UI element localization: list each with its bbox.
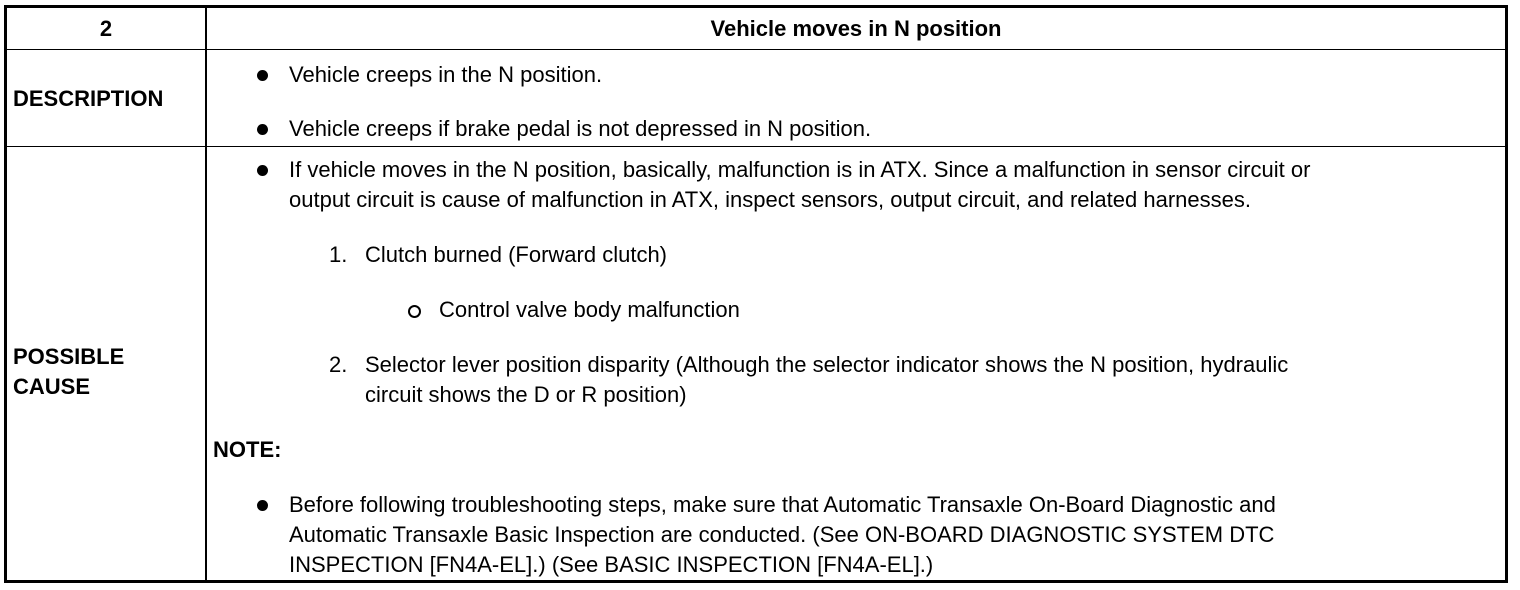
cause-intro-line1: If vehicle moves in the N position, basically, malfunction is in ATX. Since a malfunction in sensor circuit or	[289, 157, 1311, 182]
note-line3: INSPECTION [FN4A-EL].) (See BASIC INSPECTION [FN4A-EL].)	[289, 552, 934, 577]
description-label-cell	[7, 50, 205, 146]
bullet-icon	[257, 500, 268, 511]
item-2-text-line2: circuit shows the D or R position)	[365, 382, 687, 407]
item-2-number: 2.	[329, 352, 348, 377]
note-line2: Automatic Transaxle Basic Inspection are conducted. (See ON-BOARD DIAGNOSTIC SYSTEM DTC	[289, 522, 1275, 547]
troubleshooting-table	[4, 5, 1508, 583]
step-number-cell	[7, 8, 205, 49]
bullet-icon	[257, 70, 268, 81]
table-title: Vehicle moves in N position	[710, 15, 1002, 41]
item-1-sub-item: Control valve body malfunction	[439, 297, 740, 322]
item-2-text-line1: Selector lever position disparity (Although the selector indicator shows the N position, hydraulic	[365, 352, 1289, 377]
description-label: DESCRIPTION	[13, 86, 164, 111]
table-header-row	[7, 8, 1505, 50]
item-1-text: Clutch burned (Forward clutch)	[365, 242, 668, 267]
bullet-icon	[257, 124, 268, 135]
note-label: NOTE:	[213, 437, 282, 462]
possible-cause-row	[7, 147, 1505, 580]
description-content-cell	[207, 50, 1505, 146]
possible-cause-label-line2: CAUSE	[13, 374, 91, 399]
step-number: 2	[99, 15, 113, 41]
description-bullet-1: Vehicle creeps in the N position.	[289, 62, 603, 87]
possible-cause-content-cell	[207, 147, 1505, 580]
bullet-icon	[257, 165, 268, 176]
title-cell	[207, 8, 1505, 49]
circle-bullet-icon	[408, 305, 421, 318]
note-line1: Before following troubleshooting steps, make sure that Automatic Transaxle On-Board Diagnostic and	[289, 492, 1276, 517]
possible-cause-label-cell	[7, 147, 205, 580]
description-bullet-2: Vehicle creeps if brake pedal is not depressed in N position.	[289, 116, 872, 141]
description-row	[7, 50, 1505, 147]
possible-cause-label-line1: POSSIBLE	[13, 344, 125, 369]
cause-intro-line2: output circuit is cause of malfunction in ATX, inspect sensors, output circuit, and related harnesses.	[289, 187, 1251, 212]
item-1-number: 1.	[329, 242, 348, 267]
